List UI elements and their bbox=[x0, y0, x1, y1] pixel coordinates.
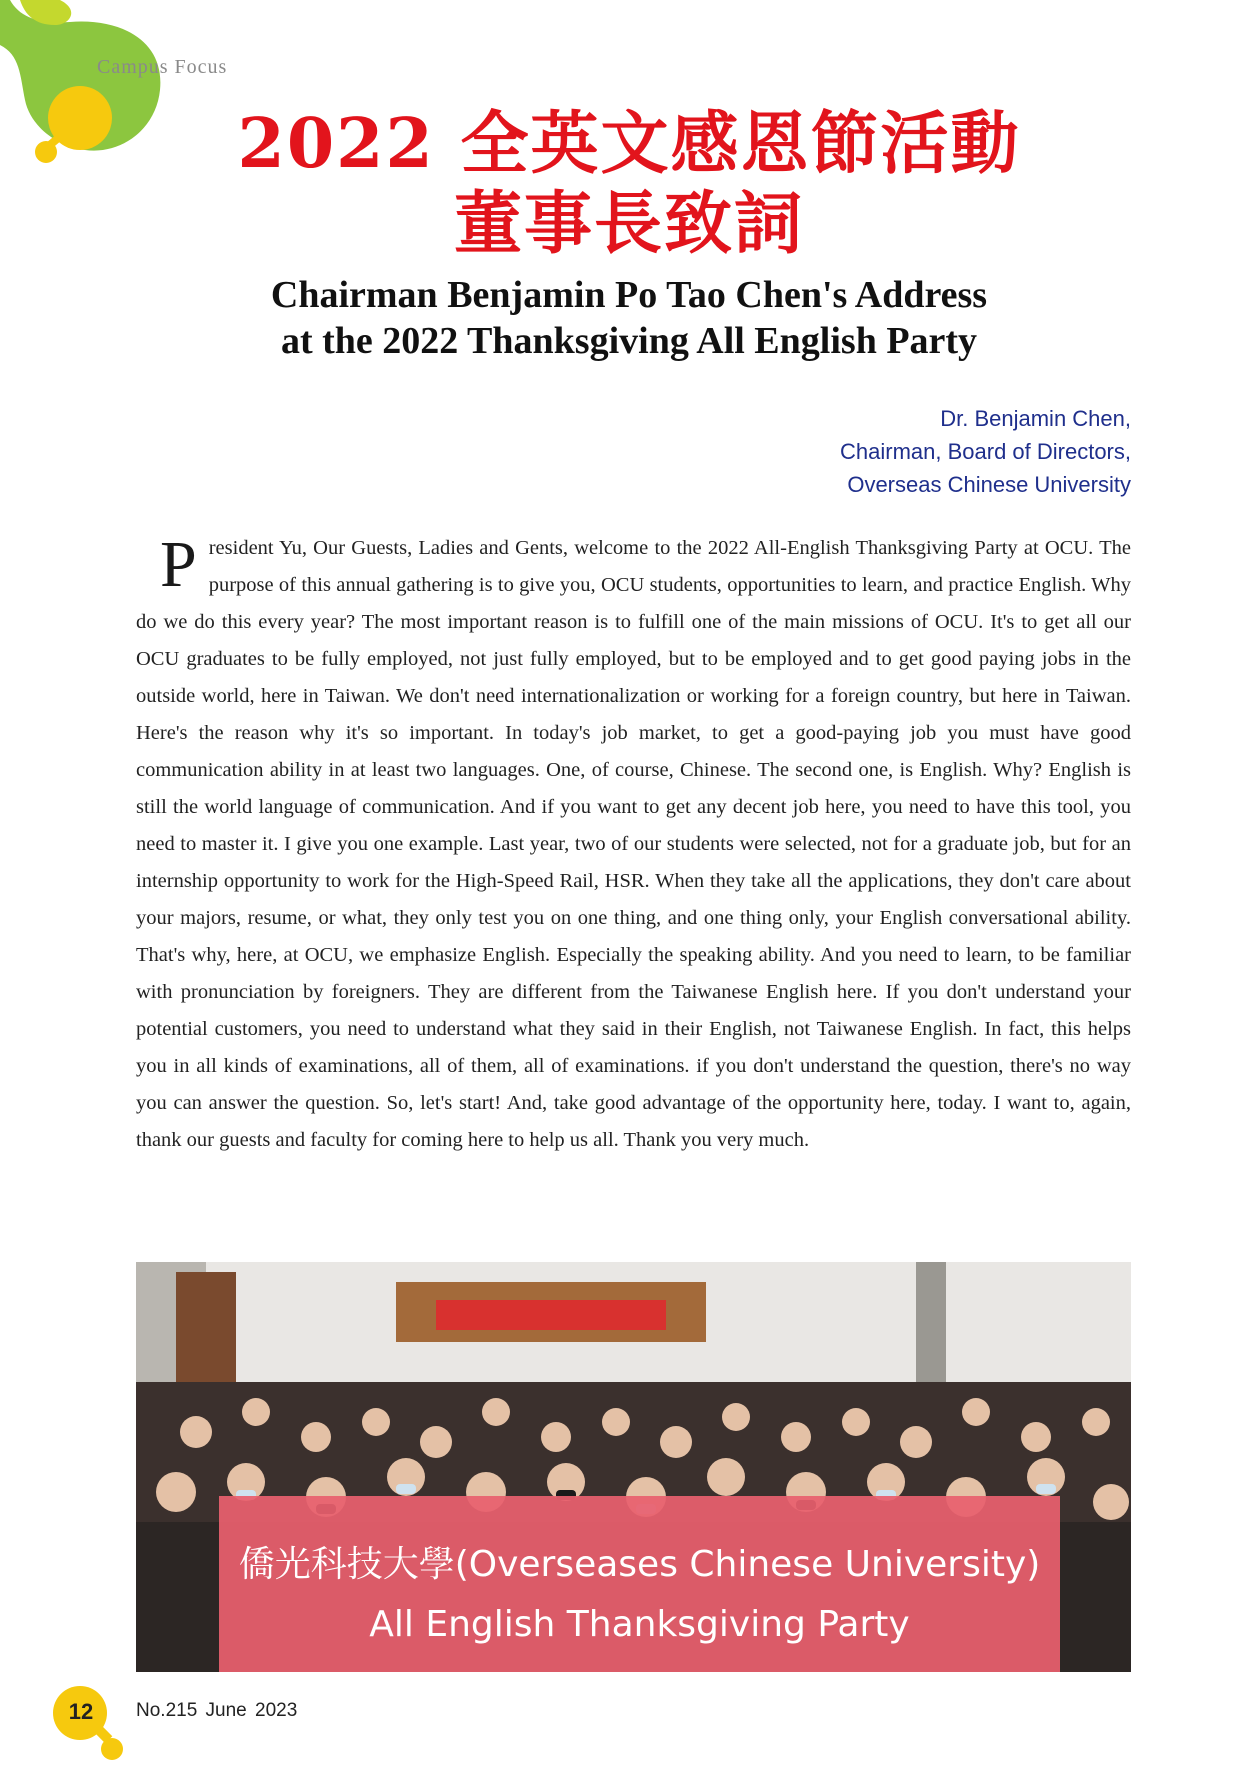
article-paragraph: resident Yu, Our Guests, Ladies and Gents, welcome to the 2022 All-English Thanksgiving Party at OCU. The purpose of this annual gathering is to give you, OCU students, opportunities to learn, and practice English. Why do we do this every year? The most important reason is to fulfill one of the main missions of OCU. It's to get all our OCU graduates to be fully employed, not just fully employed, but to be employed and to get good paying jobs in the outside world, here in Taiwan. We don't need internationalization or working for a foreign country, but here in Taiwan. Here's the reason why it's so important. In today's job market, to get a good-paying job you must have good communication ability in at least two languages. One, of course, Chinese. The second one, is English. Why? English is still the world language of communication. And if you want to get any decent job here, you need to have this tool, you need to master it. I give you one example. Last year, two of our students were selected, not for a graduate job, but for an internship opportunity to work for the High-Speed Rail, HSR. When they take all the applications, they don't care about your majors, resume, or what, they only test you on one thing, and one thing only, your English conversational ability. That's why, here, at OCU, we emphasize English. Especially the speaking ability. And you need to learn, to be familiar with pronunciation by foreigners. They are different from the Taiwanese English here. If you don't understand your potential customers, you need to understand what they said in their English, not Taiwanese English. In fact, this helps you in all kinds of examinations, all of them, all of examinations. if you don't understand the question, there's no way you can answer the question. So, let's start! And, take good advantage of the opportunity here, today. I want to, again, thank our guests and faculty for coming here to help us all. Thank you very much. bbox=[136, 537, 1131, 1151]
article-body bbox=[136, 530, 1131, 1159]
group-photo bbox=[136, 1262, 1131, 1672]
title-english-line2: at the 2022 Thanksgiving All English Party bbox=[280, 320, 978, 362]
author-name: Dr. Benjamin Chen, bbox=[940, 406, 1131, 431]
page-number: 12 bbox=[68, 1699, 94, 1724]
author-organization: Overseas Chinese University bbox=[847, 472, 1131, 497]
drop-cap: P bbox=[160, 528, 197, 601]
caption-line2: All English Thanksgiving Party bbox=[369, 1604, 910, 1645]
photo-caption bbox=[219, 1496, 1060, 1672]
caption-line1: 僑光科技大學(Overseases Chinese University) bbox=[238, 1544, 1041, 1585]
section-label: Campus Focus bbox=[97, 56, 228, 78]
title-chinese-line2: 董事長致詞 bbox=[453, 184, 804, 264]
title-english-line1: Chairman Benjamin Po Tao Chen's Address bbox=[270, 274, 988, 316]
title-chinese-line1: 2022 全英文感恩節活動 bbox=[237, 104, 1021, 184]
issue-info: No.215 June 2023 bbox=[136, 1700, 298, 1721]
author-position: Chairman, Board of Directors, bbox=[840, 439, 1131, 464]
author-block bbox=[840, 402, 1131, 501]
